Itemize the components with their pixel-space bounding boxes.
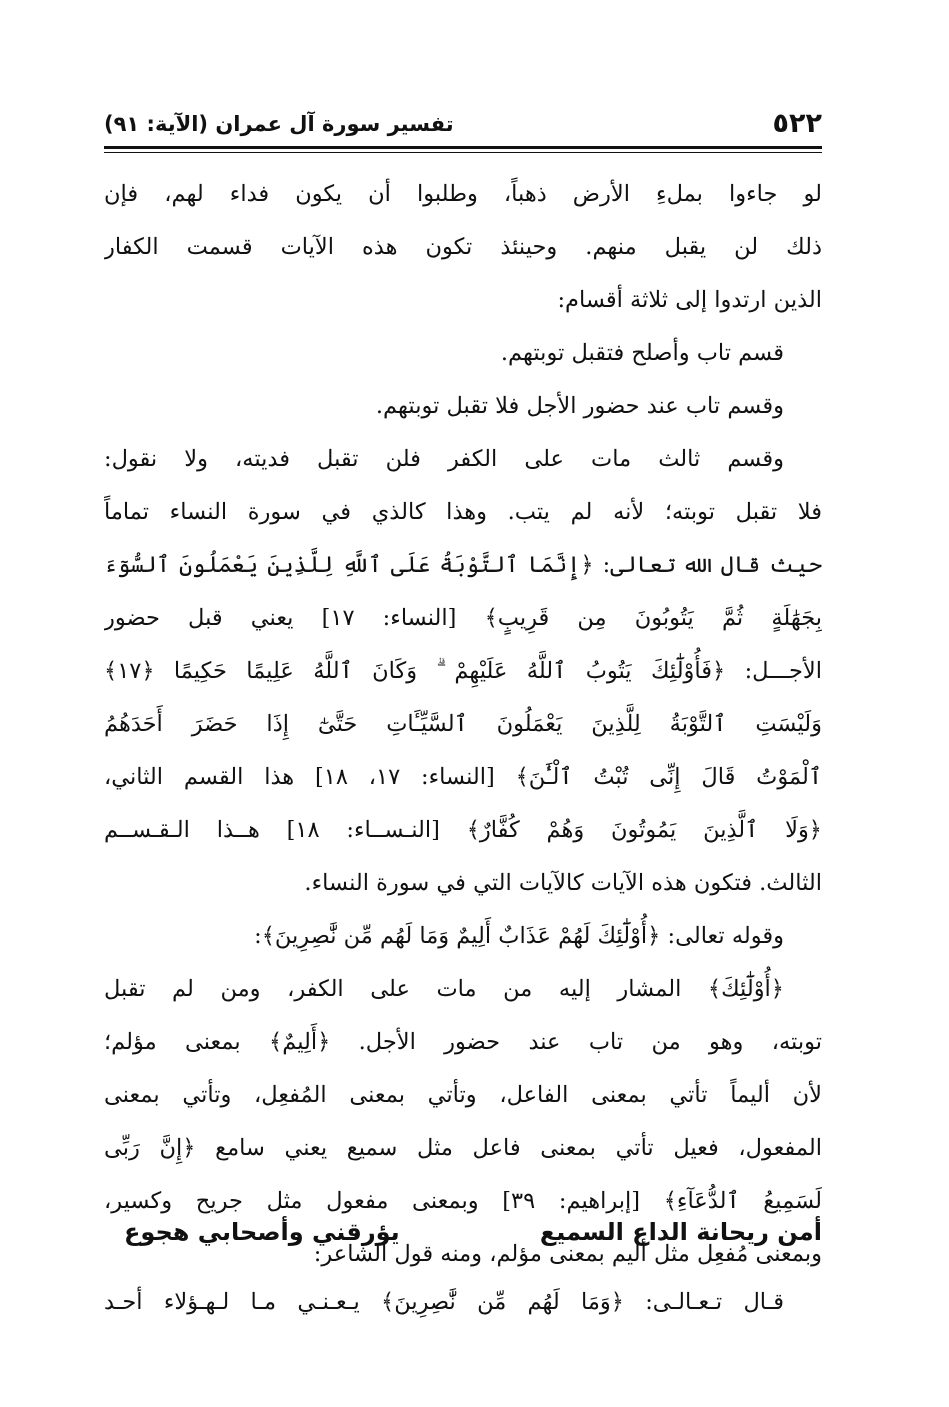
body-line: ٱلْمَوْتُ قَالَ إِنِّى تُبْتُ ٱلْـَٰٔنَ﴾ [النساء: ١٧، ١٨] هذا القسم الثاني،: [104, 764, 822, 790]
body-line: فلا تقبل توبته؛ لأنه لم يتب. وهذا كالذي في سورة النساء تماماً: [104, 499, 822, 525]
body-line: وَلَيْسَتِ ٱلتَّوْبَةُ لِلَّذِينَ يَعْمَلُونَ ٱلسَّيِّـَٔاتِ حَتَّىٰٓ إِذَا حَضَرَ أَحَدَهُمُ: [104, 711, 822, 737]
body-line: بِجَهَٰلَةٍ ثُمَّ يَتُوبُونَ مِن قَرِيبٍ﴾ [النساء: ١٧] يعني قبل حضور: [104, 605, 822, 631]
verse-second-hemistich: يؤرقني وأصحابي هجوع: [124, 1218, 400, 1246]
body-line: قسم تاب وأصلح فتقبل توبتهم.: [500, 340, 784, 366]
body-line: لو جاءوا بملءِ الأرض ذهباً، وطلبوا أن يكون فداء لهم، فإن: [104, 181, 822, 207]
body-line: الذين ارتدوا إلى ثلاثة أقسام:: [557, 287, 822, 313]
verse-first-hemistich: أمن ريحانة الداع السميع: [539, 1218, 822, 1246]
body-line: ﴿وَلَا ٱلَّذِينَ يَمُوتُونَ وَهُمْ كُفَّارٌ﴾ [النـســاء: ١٨] هــذا الـقـســم: [104, 817, 822, 843]
body-line: وقسم تاب عند حضور الأجل فلا تقبل توبتهم.: [375, 393, 784, 419]
poetry-verse: [104, 1218, 822, 1262]
body-line: لأن أليماً تأتي بمعنى الفاعل، وتأتي بمعنى المُفعِل، وتأتي بمعنى: [104, 1082, 822, 1108]
page-header: [104, 108, 822, 144]
running-title: تفسير سورة آل عمران (الآية: ٩١): [104, 112, 454, 136]
body-line: الثالث. فتكون هذه الآيات كالآيات التي في سورة النساء.: [304, 870, 822, 896]
header-rule-thick: [104, 146, 822, 149]
body-line-final: قـال تـعـالـى: ﴿وَمَا لَهُم مِّن نَّٰصِرِينَ﴾ يـعـنـي مـا لـهـؤلاء أحـد: [104, 1289, 784, 1315]
body-line: وقوله تعالى: ﴿أُوْلَٰٓئِكَ لَهُمْ عَذَابٌ أَلِيمٌ وَمَا لَهُم مِّن نَّٰصِرِينَ﴾:: [254, 923, 784, 949]
body-line: ذلك لن يقبل منهم. وحينئذ تكون هذه الآيات قسمت الكفار: [104, 234, 822, 260]
header-rule-thin: [104, 152, 822, 153]
body-line: المفعول، فعيل تأتي بمعنى فاعل مثل سميع يعني سامع ﴿إِنَّ رَبِّى: [104, 1135, 822, 1161]
body-line: وقسم ثالث مات على الكفر فلن تقبل فديته، ولا نقول:: [104, 446, 784, 472]
body-line: وبمعنى مُفعِل مثل أليم بمعنى مؤلم، ومنه قول الشاعر:: [313, 1241, 822, 1267]
body-line: ﴿أُوْلَٰٓئِكَ﴾ المشار إليه من مات على الكفر، ومن لم تقبل: [104, 976, 784, 1002]
body-line: لَسَمِيعُ ٱلدُّعَآءِ﴾ [إبراهيم: ٣٩] وبمعنى مفعول مثل جريح وكسير،: [104, 1188, 822, 1214]
body-line: حيث قال الله تعالى: ﴿إِنَّمَا ٱلتَّوْبَةُ عَلَى ٱللَّهِ لِلَّذِينَ يَعْمَلُونَ ٱلسُّوٓءَ: [104, 552, 822, 578]
body-text: [104, 168, 822, 1281]
body-line: الأجـــل: ﴿فَأُوْلَٰٓئِكَ يَتُوبُ ٱللَّهُ عَلَيْهِمْ ۗ وَكَانَ ٱللَّهُ عَلِيمًا حَكِيمًا ﴿١٧﴾: [104, 658, 822, 684]
body-line: توبته، وهو من تاب عند حضور الأجل. ﴿أَلِيمٌ﴾ بمعنى مؤلم؛: [104, 1029, 822, 1055]
page-number: ٥٢٢: [772, 108, 822, 139]
